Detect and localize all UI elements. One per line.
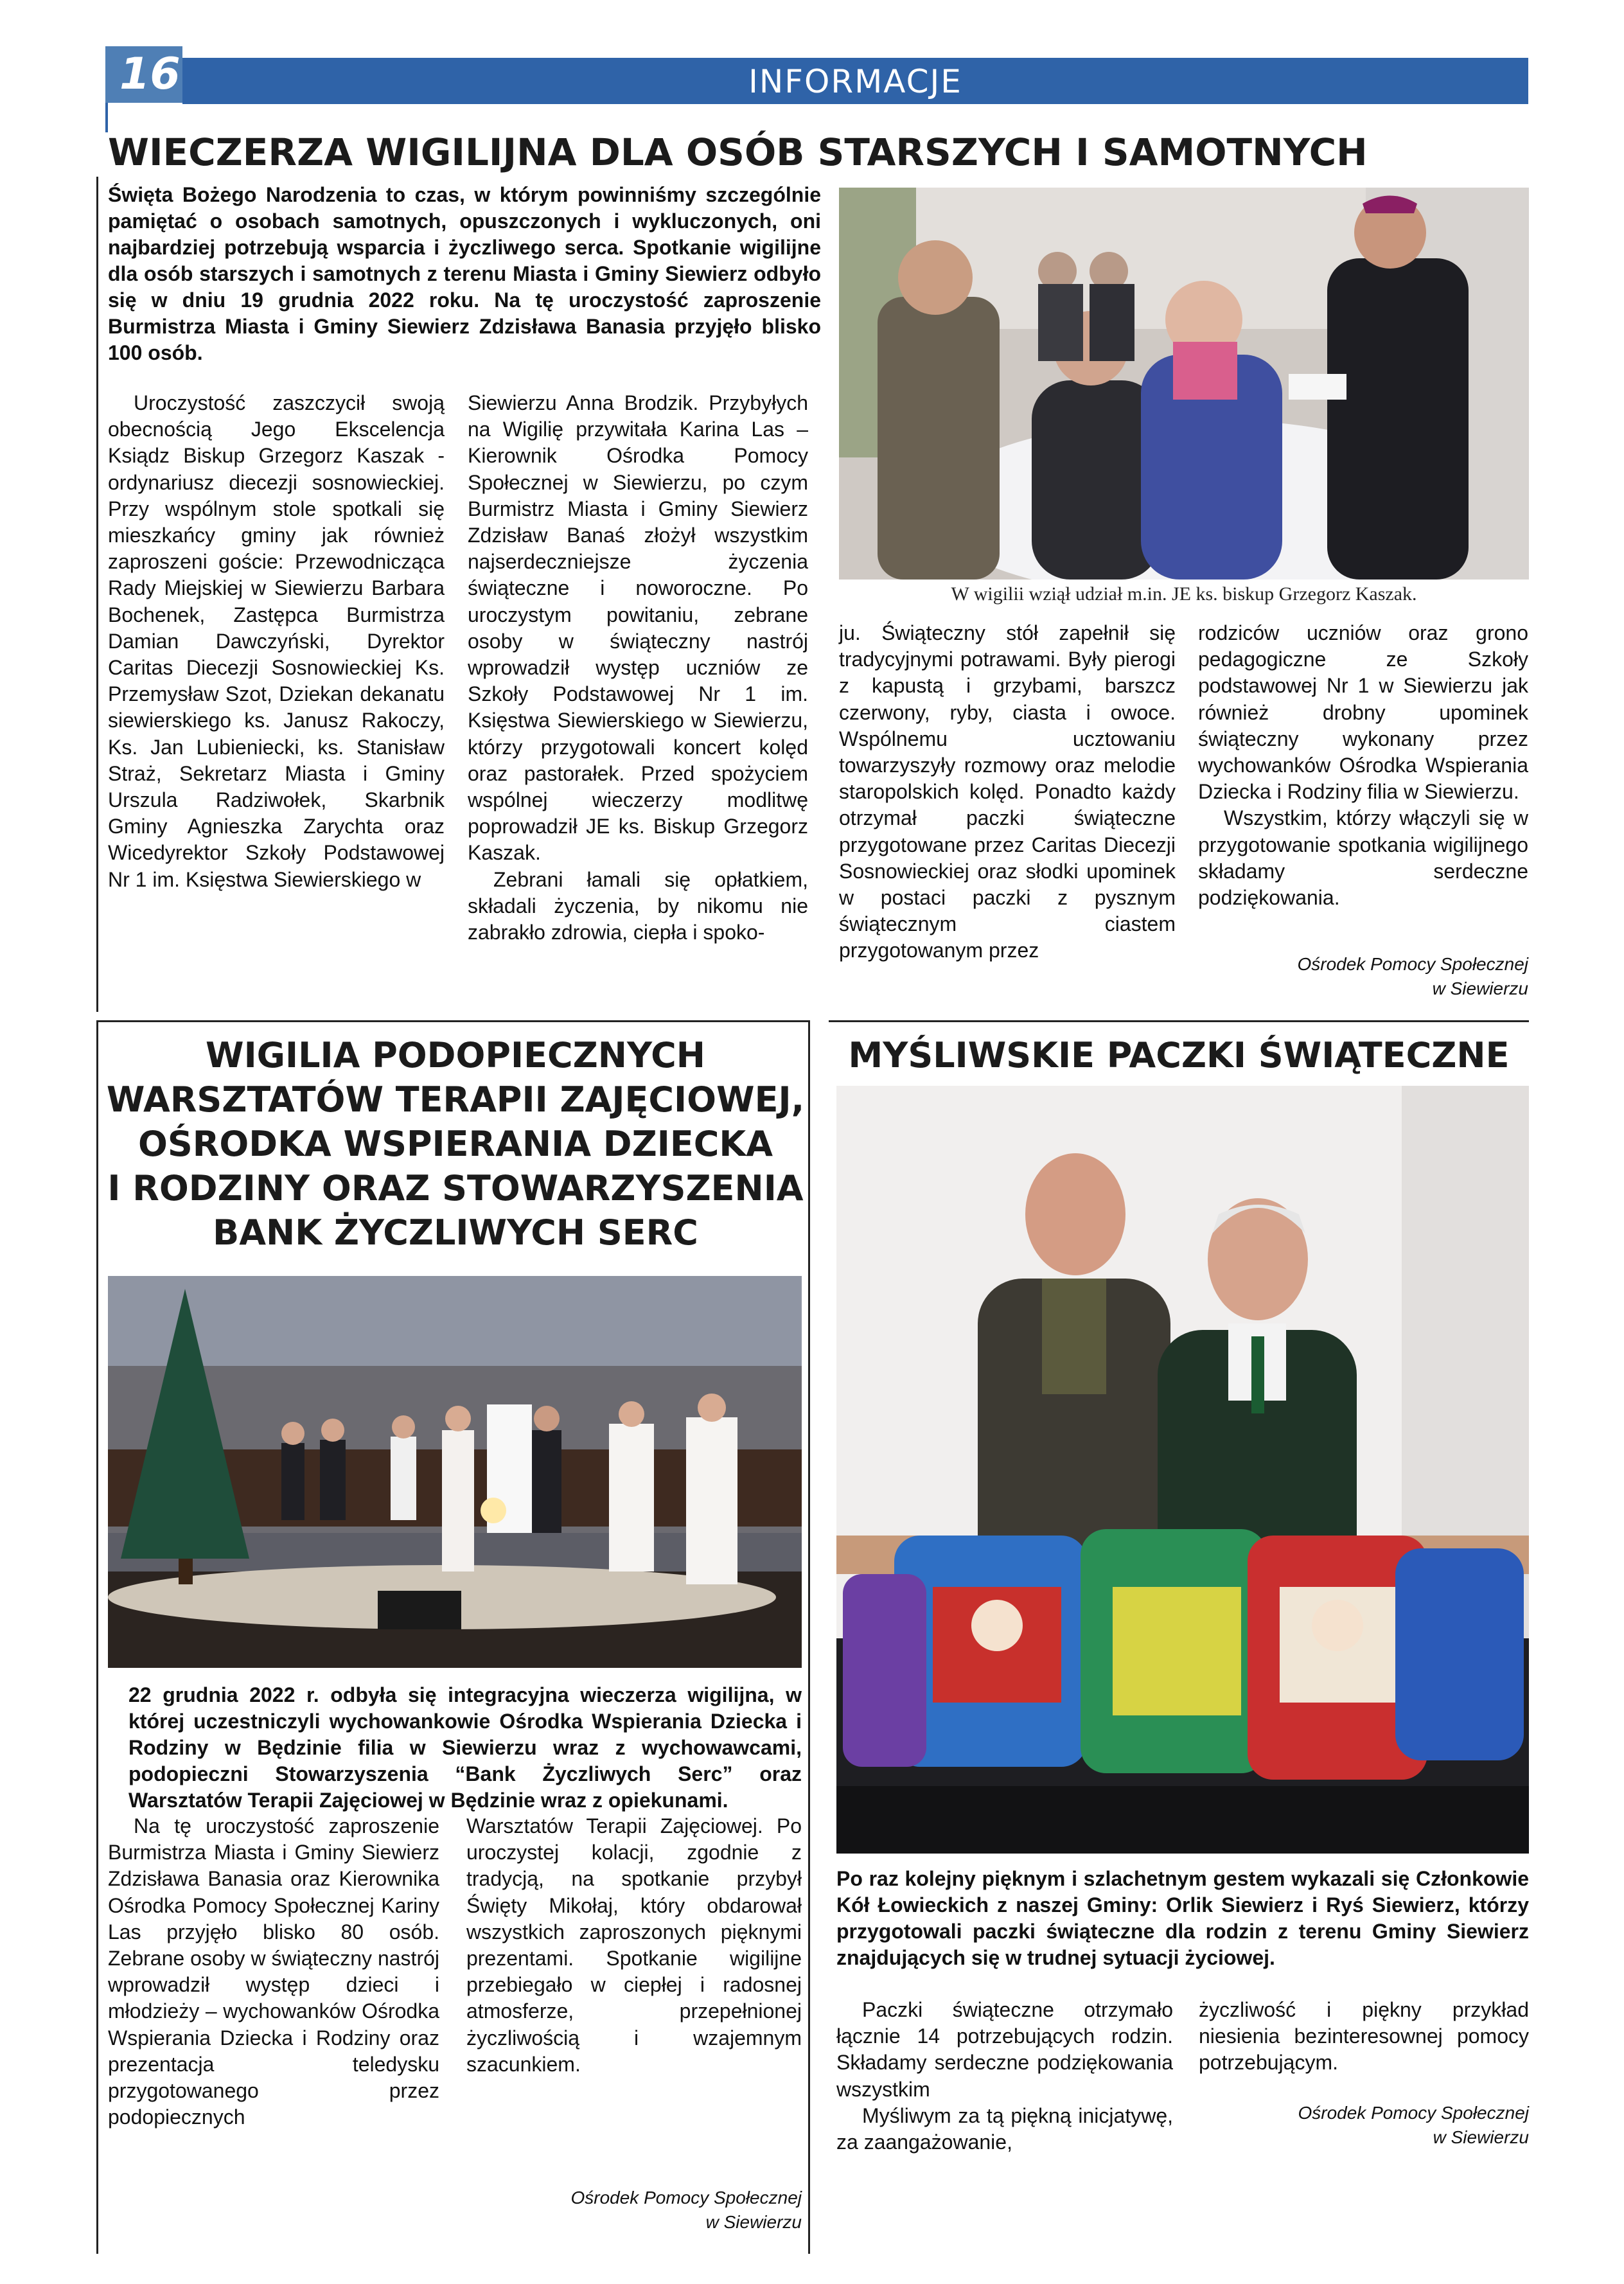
article1-column2-text: Siewierzu Anna Brodzik. Przybyłych na Wigilię przywitała Karina Las – Kierownik Ośrodka Pomocy Społecznej w Siewierzu, po czym Burmistrz Miasta i Gminy Siewierz Zdzisław Banaś złożył wszystkim najserdeczniejsze życzenia świąteczne i noworoczne. Po uroczystym powitaniu, zebrane osoby w świąteczny nastrój wprowadził występ uczniów ze Szkoły Podstawowej Nr 1 im. Księstwa Siewierskiego w Siewierzu, którzy przygotowali koncert kolęd oraz pastorałek. Przed spożyciem wspólnej wieczerzy modlitwę poprowadził JE ks. Biskup Grzegorz Kaszak. — [468, 391, 808, 865]
article3-signature — [1199, 2101, 1529, 2150]
article2-left-rule — [96, 1020, 98, 2254]
section-divider-left — [96, 1020, 808, 1022]
article1-column2 — [468, 390, 808, 946]
article1-signature — [1198, 952, 1528, 1001]
article1-lead: Święta Bożego Narodzenia to czas, w którym powinniśmy szczególnie pamiętać o osobach samotnych, opuszczonych i wykluczonych, oni najbardziej potrzebują wsparcia i życzliwego serca. Spotkanie wigilijne dla osób starszych i samotnych z terenu Miasta i Gminy Siewierz odbyło się w dniu 19 grudnia 2022 roku. Na tę uroczystość zaproszenie Burmistrza Miasta i Gminy Siewierz Zdzisława Banasia przyjęło blisko 100 osób. — [108, 183, 821, 364]
section-divider-right — [829, 1020, 1529, 1022]
article2-title-line1: WIGILIA PODOPIECZNYCH — [206, 1035, 705, 1076]
section-label: INFORMACJE — [748, 63, 962, 100]
article2-column2-text: Warsztatów Terapii Zajęciowej. Po uroczystej kolacji, zgodnie z tradycją, na spotkanie przybył Święty Mikołaj, który obdarował wszystkich zaproszonych pięknymi prezentami. Spotkanie wigilijne przebiegało w ciepłej i radosnej atmosferze, przepełnionej życzliwością i wzajemnym szacunkiem. — [466, 1814, 802, 2076]
article1-column2-text2: Zebrani łamali się opłatkiem, składali życzenia, by nikomu nie zabrakło zdrowia, ciepła i spoko- — [468, 867, 808, 944]
article1-column4 — [1198, 620, 1528, 911]
article1-signature-line1: Ośrodek Pomocy Społecznej — [1297, 954, 1528, 974]
article2-title — [103, 1033, 808, 1255]
article1-title: WIECZERZA WIGILIJNA DLA OSÓB STARSZYCH I SAMOTNYCH — [108, 130, 1368, 174]
article3-column2-text: życzliwość i piękny przykład niesienia bezinteresownej pomocy potrzebującym. — [1199, 1998, 1529, 2075]
article1-column1-text: Uroczystość zaszczycił swoją obecnością Jego Ekscelencja Ksiądz Biskup Grzegorz Kaszak - ordynariusz diecezji sosnowieckiej. Przy wspólnym stole spotkali się mieszkańcy gminy jak również zaproszeni goście: Przewodnicząca Rady Miejskiej w Siewierzu Barbara Bochenek, Zastępca Burmistrza Damian Dawczyński, Dyrektor Caritas Diecezji Sosnowieckiej Ks. Przemysław Szot, Dziekan dekanatu siewierskiego ks. Janusz Rakoczy, Ks. Jan Lubieniecki, ks. Stanisław Straż, Sekretarz Miasta i Gminy Urszula Radziwołek, Skarbnik Gminy Agnieszka Zarychta oraz Wicedyrektor Szkoły Podstawowej Nr 1 im. Księstwa Siewierskiego w — [108, 391, 445, 891]
article2-signature-line2: w Siewierzu — [705, 2212, 802, 2232]
article1-column4-text2: Wszystkim, którzy włączyli się w przygotowanie spotkania wigilijnego składamy serdeczne podziękowania. — [1198, 806, 1528, 910]
article3-column2 — [1199, 1997, 1529, 2076]
article1-column3 — [839, 620, 1176, 964]
article2-right-rule — [808, 1020, 810, 2254]
photo-bishop-caption: W wigilii wziął udział m.in. JE ks. biskup Grzegorz Kaszak. — [951, 583, 1417, 605]
article3-title: MYŚLIWSKIE PACZKI ŚWIĄTECZNE — [848, 1035, 1510, 1076]
article2-column1-text: Na tę uroczystość zaproszenie Burmistrza Miasta i Gminy Siewierz Zdzisława Banasia oraz Kierownika Ośrodka Pomocy Społecznej Kariny Las przyjęło blisko 80 osób. Zebrane osoby w świąteczny nastrój wprowadził występ dzieci i młodzieży – wychowanków Ośrodka Wspierania Dziecka i Rodziny oraz prezentacja teledysku przygotowanego przez podopiecznych — [108, 1814, 439, 2129]
article2-title-line5: BANK ŻYCZLIWYCH SERC — [213, 1212, 698, 1253]
article1-left-rule — [96, 177, 98, 1012]
article1-signature-line2: w Siewierzu — [1432, 978, 1528, 998]
article3-column1 — [836, 1997, 1173, 2156]
article3-column1-text: Paczki świąteczne otrzymało łącznie 14 potrzebujących rodzin. Składamy serdeczne podziękowania wszystkim — [836, 1998, 1173, 2101]
photo-hunters-gifts-image — [836, 1086, 1529, 1854]
article3-signature-line2: w Siewierzu — [1433, 2127, 1529, 2147]
article3-signature-line1: Ośrodek Pomocy Społecznej — [1298, 2103, 1529, 2123]
article2-column1 — [108, 1813, 439, 2130]
article2-signature-line1: Ośrodek Pomocy Społecznej — [570, 2188, 802, 2208]
photo-bishop-wigilia-image — [839, 188, 1529, 580]
article2-column2 — [466, 1813, 802, 2078]
article1-column4-text: rodziców uczniów oraz grono pedagogiczne ze Szkoły podstawowej Nr 1 w Siewierzu jak również drobny upominek świąteczny wykonany przez wychowanków Ośrodka Wspierania Dziecka i Rodziny filia w Siewierzu. — [1198, 621, 1528, 804]
page-number: 16 — [105, 46, 182, 103]
photo-stage-performance-image — [108, 1276, 802, 1668]
photo-stage-performance — [108, 1276, 802, 1668]
article2-signature — [466, 2186, 802, 2235]
article1-column1 — [108, 390, 445, 893]
article2-title-line2: WARSZTATÓW TERAPII ZAJĘCIOWEJ, — [106, 1079, 805, 1120]
article3-lead: Po raz kolejny pięknym i szlachetnym gestem wykazali się Członkowie Kół Łowieckich z naszej Gminy: Orlik Siewierz i Ryś Siewierz, którzy przygotowali paczki świąteczne dla rodzin z terenu Gminy Siewierz znajdujących się w trudnej sytuacji życiowej. — [836, 1867, 1529, 1969]
article2-lead: 22 grudnia 2022 r. odbyła się integracyjna wieczerza wigilijna, w której uczestniczyli wychowankowie Ośrodka Wspierania Dziecka i Rodziny w Będzinie filia w Siewierzu wraz z wychowawcami, podopieczni Stowarzyszenia “Bank Życzliwych Serc” oraz Warsztatów Terapii Zajęciowej w Będzinie wraz z opiekunami. — [128, 1683, 802, 1812]
photo-hunters-gifts — [836, 1086, 1529, 1854]
photo-bishop-wigilia — [839, 188, 1529, 580]
article3-column1-text2: Myśliwym za tą piękną inicjatywę, za zaangażowanie, — [836, 2103, 1173, 2154]
article1-column3-text: ju. Świąteczny stół zapełnił się tradycyjnymi potrawami. Były pierogi z kapustą i grzybami, barszcz czerwony, ryby, ciasta i owoce. Wspólnemu ucztowaniu towarzyszyły rozmowy oraz melodie staropolskich kolęd. Ponadto każdy otrzymał paczki świąteczne przygotowane przez Caritas Diecezji Sosnowieckiej oraz słodki upominek w postaci paczki z pysznym świątecznym ciastem przygotowanym przez — [839, 621, 1176, 962]
article2-title-line3: OŚRODKA WSPIERANIA DZIECKA — [137, 1124, 773, 1164]
article2-title-line4: I RODZINY ORAZ STOWARZYSZENIA — [107, 1168, 804, 1208]
